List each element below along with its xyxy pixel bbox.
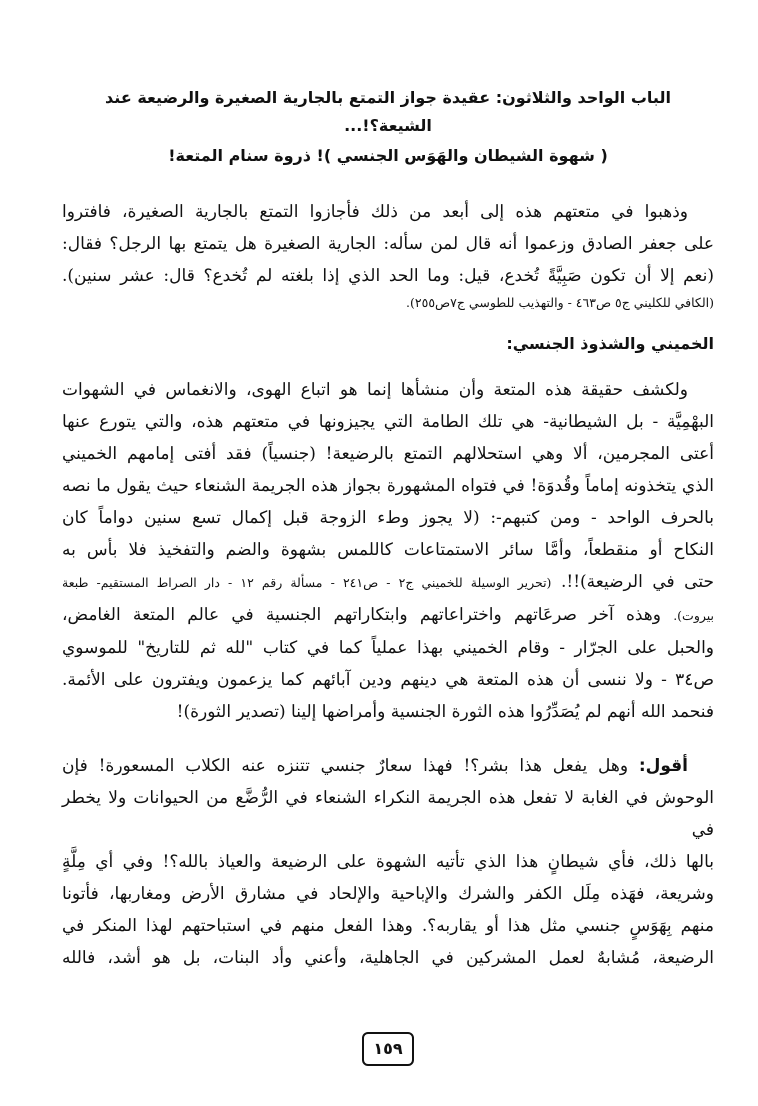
text-segment: وهذه آخر صرعَاتهم واختراعاتهم وابتكاراتهم الجنسية في عالم المتعة الغامض، (62, 605, 661, 625)
text-line: فنحمد الله أنهم لم يُصَدِّرُوا هذه الثورة الجنسية وأمراضها إلينا (تصدير الثورة)! (176, 702, 714, 722)
text-line: الرضيعة، مُشابهٌ لعمل المشركين في الجاهلية، وأعني وأد البنات، بل هو أشد، فالله (62, 948, 714, 968)
text-line: والحبل على الجرّار - وقام الخميني بهذا عملياً كما في كتاب "لله ثم للتاريخ" للموسوي (62, 638, 714, 658)
text-line: على جعفر الصادق وزعموا أنه قال لمن سأله: الجارية الصغيرة هل يتمتع بها الرجل؟ فقال: (62, 234, 714, 254)
text-line: النكاح أو منقطعاً، وأمَّا سائر الاستمتاعات كاللمس بشهوة والضم والتفخيذ فلا بأس به (62, 540, 714, 560)
text-line: وذهبوا في متعتهم هذه إلى أبعد من ذلك فأجازوا التمتع بالجارية الصغيرة، فافتروا (62, 202, 688, 222)
chapter-subtitle: ( شهوة الشيطان والهَوَس الجنسي )! ذروة سنام المتعة! (168, 146, 608, 165)
text-line: بالحرف الواحد - ومن كتبهم-: (لا يجوز وطء الزوجة قبل إكمال تسع سنين دواماً كان (62, 508, 714, 528)
paragraph-gap (62, 728, 714, 750)
text-line: البهْمِيَّة - بل الشيطانية- هي تلك الطامة التي يجيزونها في متعتهم هذه، والتي يتورع عنها (62, 412, 714, 432)
lead-word: أقول: (638, 756, 689, 776)
text-segment: حتى في الرضيعة)!!. (560, 572, 714, 592)
text-segment: وهل يفعل هذا بشر؟! فهذا سعارٌ جنسي تتنزه عنه الكلاب المسعورة! فإن (62, 756, 629, 776)
citation: بيروت). (673, 608, 715, 623)
text-line (62, 599, 714, 632)
section-heading: الخميني والشذوذ الجنسي: (506, 334, 714, 353)
page-number: ١٥٩ (362, 1032, 414, 1066)
text-line: الوحوش في الغابة لا تفعل هذه الجريمة النكراء الشنعاء في الرُّضَّع من الحيوانات ولا يخطر في (62, 788, 714, 840)
chapter-title: الباب الواحد والثلاثون: عقيدة جواز التمتع بالجارية الصغيرة والرضيعة عند الشيعة؟!... (105, 88, 671, 135)
page-number-wrap (62, 1032, 714, 1066)
text-line (62, 750, 714, 782)
text-line: ص٣٤ - ولا ننسى أن هذه المتعة هي دينهم ودين آبائهم كما يزعمون ويفترون على الأئمة. (62, 670, 714, 690)
text-line (62, 566, 714, 599)
text-line: منهم بِهَوَسٍ جنسي مثل هذا أو يقاربه؟. وهذا الفعل منهم في استباحتهم لهذا المنكر في (62, 916, 714, 936)
text-line: (نعم إلا أن تكون صَبِيَّةً تُخدع، قيل: وما الحد الذي إذا بلغته لم تُخدع؟ قال: عشر سنين). (62, 266, 714, 286)
footnote: (الكافي للكليني ج٥ ص٤٦٣ - والتهذيب للطوسي ج٧ص٢٥٥). (406, 295, 714, 310)
text-line: الذي يتخذونه إماماً وقُدوَة! في فتواه المشهورة بجواز هذه الجريمة الشنعاء حيث يقول ما نصه (62, 476, 714, 496)
text-line: بالها ذلك، فأي شيطانٍ هذا الذي تأتيه الشهوة على الرضيعة والعياذ بالله؟! وفي أي مِلَّةٍ (62, 852, 714, 872)
citation: (تحرير الوسيلة للخميني ج٢ - ص٢٤١ - مسألة رقم ١٢ - دار الصراط المستقيم- طبعة (62, 575, 552, 590)
text-line: أعتى المجرمين، ألا وهي استحلالهم التمتع بالرضيعة! (جنسياً) فقد أفتى إمامهم الخميني (62, 444, 714, 464)
text-line: وشريعة، فهَذه مِلَل الكفر والشرك والإباحية والإلحاد في مشارق الأرض ومغاربها، فأتونا (62, 884, 714, 904)
text-line: ولكشف حقيقة هذه المتعة وأن منشأها إنما هو اتباع الهوى، والانغماس في الشهوات (62, 380, 688, 400)
